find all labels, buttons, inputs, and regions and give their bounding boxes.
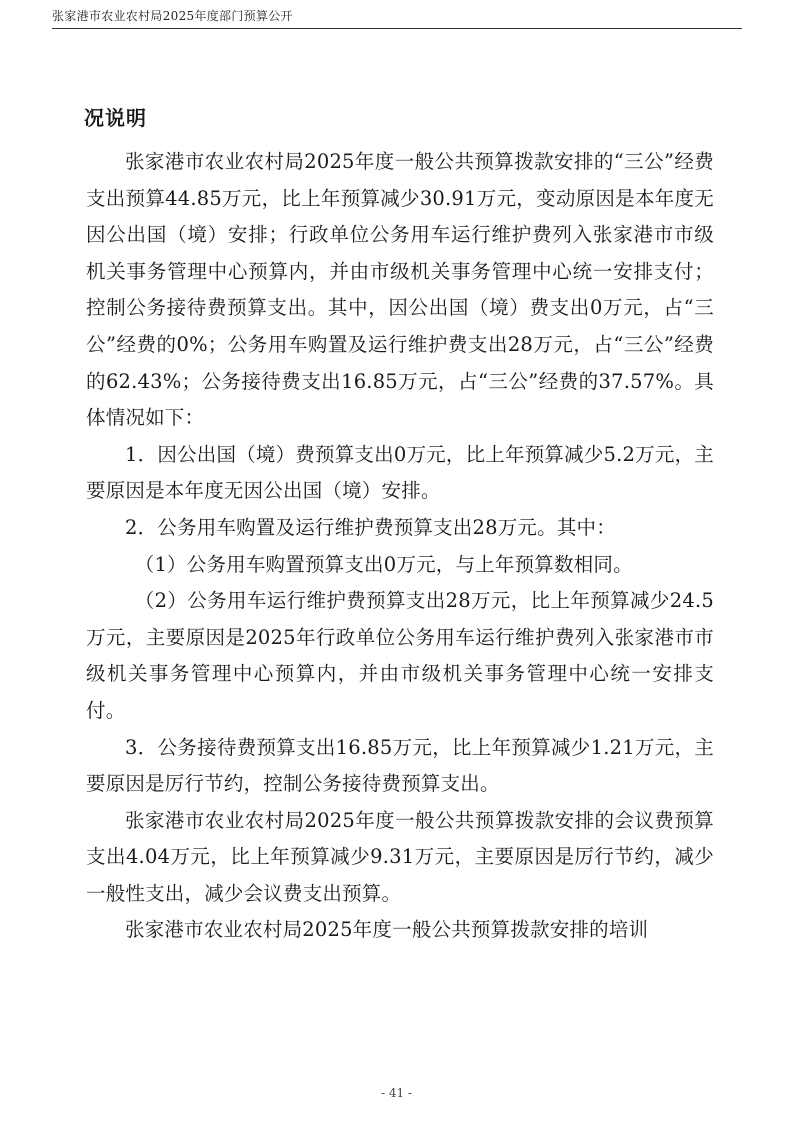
header-rule — [52, 28, 742, 29]
paragraph-item-2-vehicles: 2．公务用车购置及运行维护费预算支出28万元。其中： — [125, 515, 616, 539]
running-header: 张家港市农业农村局2025年度部门预算公开 — [52, 9, 293, 23]
section-title: 况说明 — [84, 106, 147, 130]
page-number: - 41 - — [380, 1086, 412, 1100]
paragraph-three-public-expenses: 张家港市农业农村局2025年度一般公共预算拨款安排的“三公”经费支出预算44.85万元，比上年预算减少30.91万元，变动原因是本年度无因公出国（境）安排；行政单位公务用车运行维护费列入张家港市市级机关事务管理中心预算内，并由市级机关事务管理中心统一安排支付；控制公务接待费预算支出。其中，因公出国（境）费支出0万元，占“三公”经费的0%；公务用车购置及运行维护费支出28万元，占“三公”经费的62.43%；公务接待费支出16.85万元，占“三公”经费的37.57%。具体情况如下： — [86, 150, 714, 430]
paragraph-item-3-reception: 3．公务接待费预算支出16.85万元，比上年预算减少1.21万元，主要原因是厉行节约，控制公务接待费预算支出。 — [86, 735, 714, 796]
paragraph-subitem-2-vehicle-maintenance: （2）公务用车运行维护费预算支出28万元，比上年预算减少24.5万元，主要原因是2025年行政单位公务用车运行维护费列入张家港市市级机关事务管理中心预算内，并由市级机关事务管理中心统一安排支付。 — [86, 589, 714, 722]
paragraph-training-expenses: 张家港市农业农村局2025年度一般公共预算拨款安排的培训 — [125, 918, 649, 942]
paragraph-subitem-1-vehicle-purchase: （1）公务用车购置预算支出0万元，与上年预算数相同。 — [134, 552, 633, 576]
document-body — [86, 144, 714, 949]
paragraph-item-1-overseas: 1．因公出国（境）费预算支出0万元，比上年预算减少5.2万元，主要原因是本年度无因公出国（境）安排。 — [86, 442, 714, 503]
paragraph-meeting-expenses: 张家港市农业农村局2025年度一般公共预算拨款安排的会议费预算支出4.04万元，比上年预算减少9.31万元，主要原因是厉行节约，减少一般性支出，减少会议费支出预算。 — [86, 808, 714, 905]
